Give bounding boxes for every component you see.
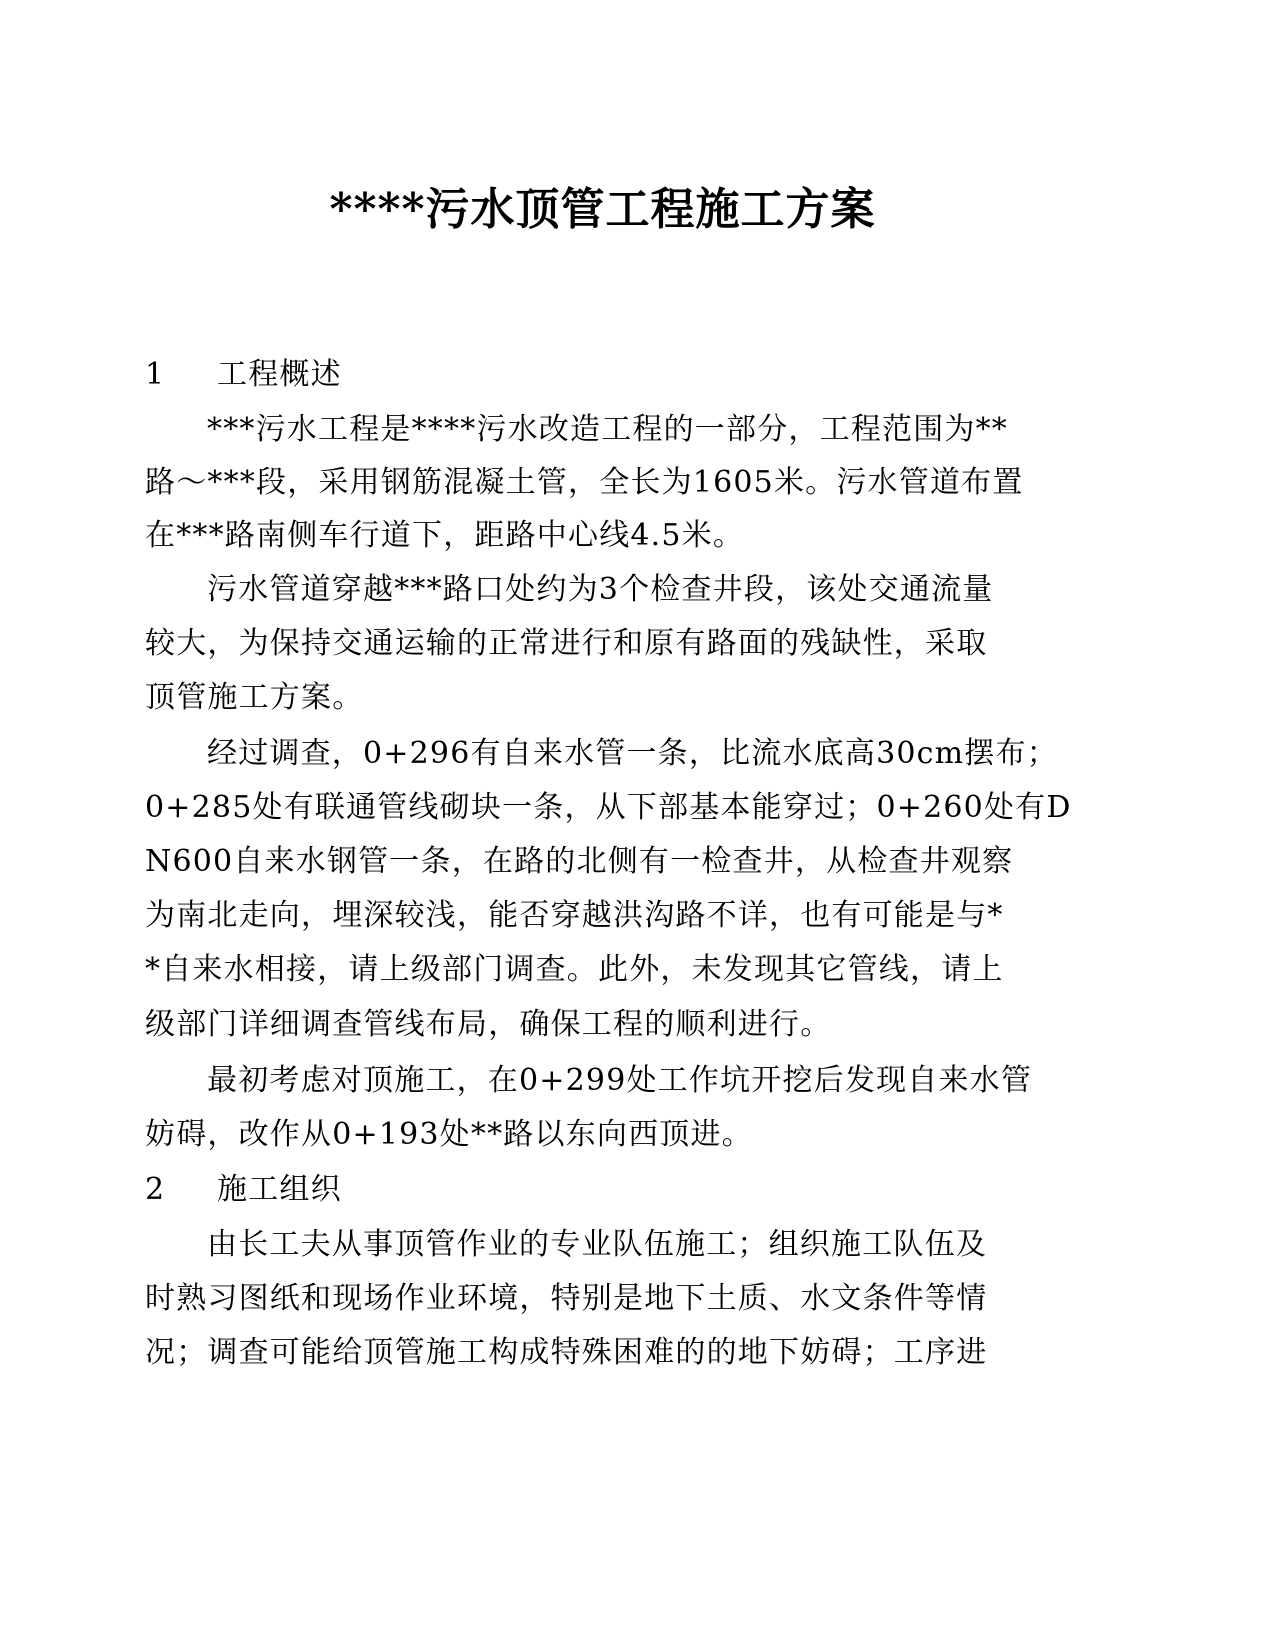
document-title: ****污水顶管工程施工方案 — [329, 184, 876, 235]
section-number: 1 — [145, 357, 165, 392]
paragraph-line: 0+285处有联通管线砌块一条，从下部基本能穿过；0+260处有D — [145, 790, 1072, 825]
paragraph-line: 在***路南侧车行道下，距路中心线4.5米。 — [145, 518, 745, 553]
paragraph-line: 级部门详细调查管线布局，确保工程的顺利进行。 — [145, 1007, 832, 1042]
section-number: 2 — [145, 1172, 165, 1207]
paragraph-line: 时熟习图纸和现场作业环境，特别是地下土质、水文条件等情 — [145, 1281, 988, 1316]
paragraph-line: *自来水相接，请上级部门调查。此外，未发现其它管线，请上 — [145, 952, 1004, 987]
section-heading: 施工组织 — [217, 1172, 342, 1207]
paragraph-line: 最初考虑对顶施工，在0+299处工作坑开挖后发现自来水管 — [207, 1063, 1033, 1098]
paragraph-line: 经过调查，0+296有自来水管一条，比流水底高30cm摆布； — [207, 736, 1058, 771]
paragraph-line: 由长工夫从事顶管作业的专业队伍施工；组织施工队伍及 — [207, 1227, 987, 1262]
paragraph-line: 路～***段，采用钢筋混凝土管，全长为1605米。污水管道布置 — [145, 465, 1024, 500]
paragraph-line: 较大，为保持交通运输的正常进行和原有路面的残缺性，采取 — [145, 626, 988, 661]
paragraph-line: 妨碍，改作从0+193处**路以东向西顶进。 — [145, 1117, 753, 1152]
paragraph-line: 为南北走向，埋深较浅，能否穿越洪沟路不详，也有可能是与* — [145, 898, 1004, 933]
paragraph-line: 污水管道穿越***路口处约为3个检查井段，该处交通流量 — [207, 572, 994, 607]
section-heading: 工程概述 — [217, 357, 342, 392]
paragraph-line: N600自来水钢管一条，在路的北侧有一检查井，从检查井观察 — [145, 844, 1014, 879]
paragraph-line: 况；调查可能给顶管施工构成特殊困难的的地下妨碍；工序进 — [145, 1335, 988, 1370]
paragraph-line: 顶管施工方案。 — [145, 680, 364, 715]
paragraph-line: ***污水工程是****污水改造工程的一部分，工程范围为** — [207, 412, 1008, 447]
